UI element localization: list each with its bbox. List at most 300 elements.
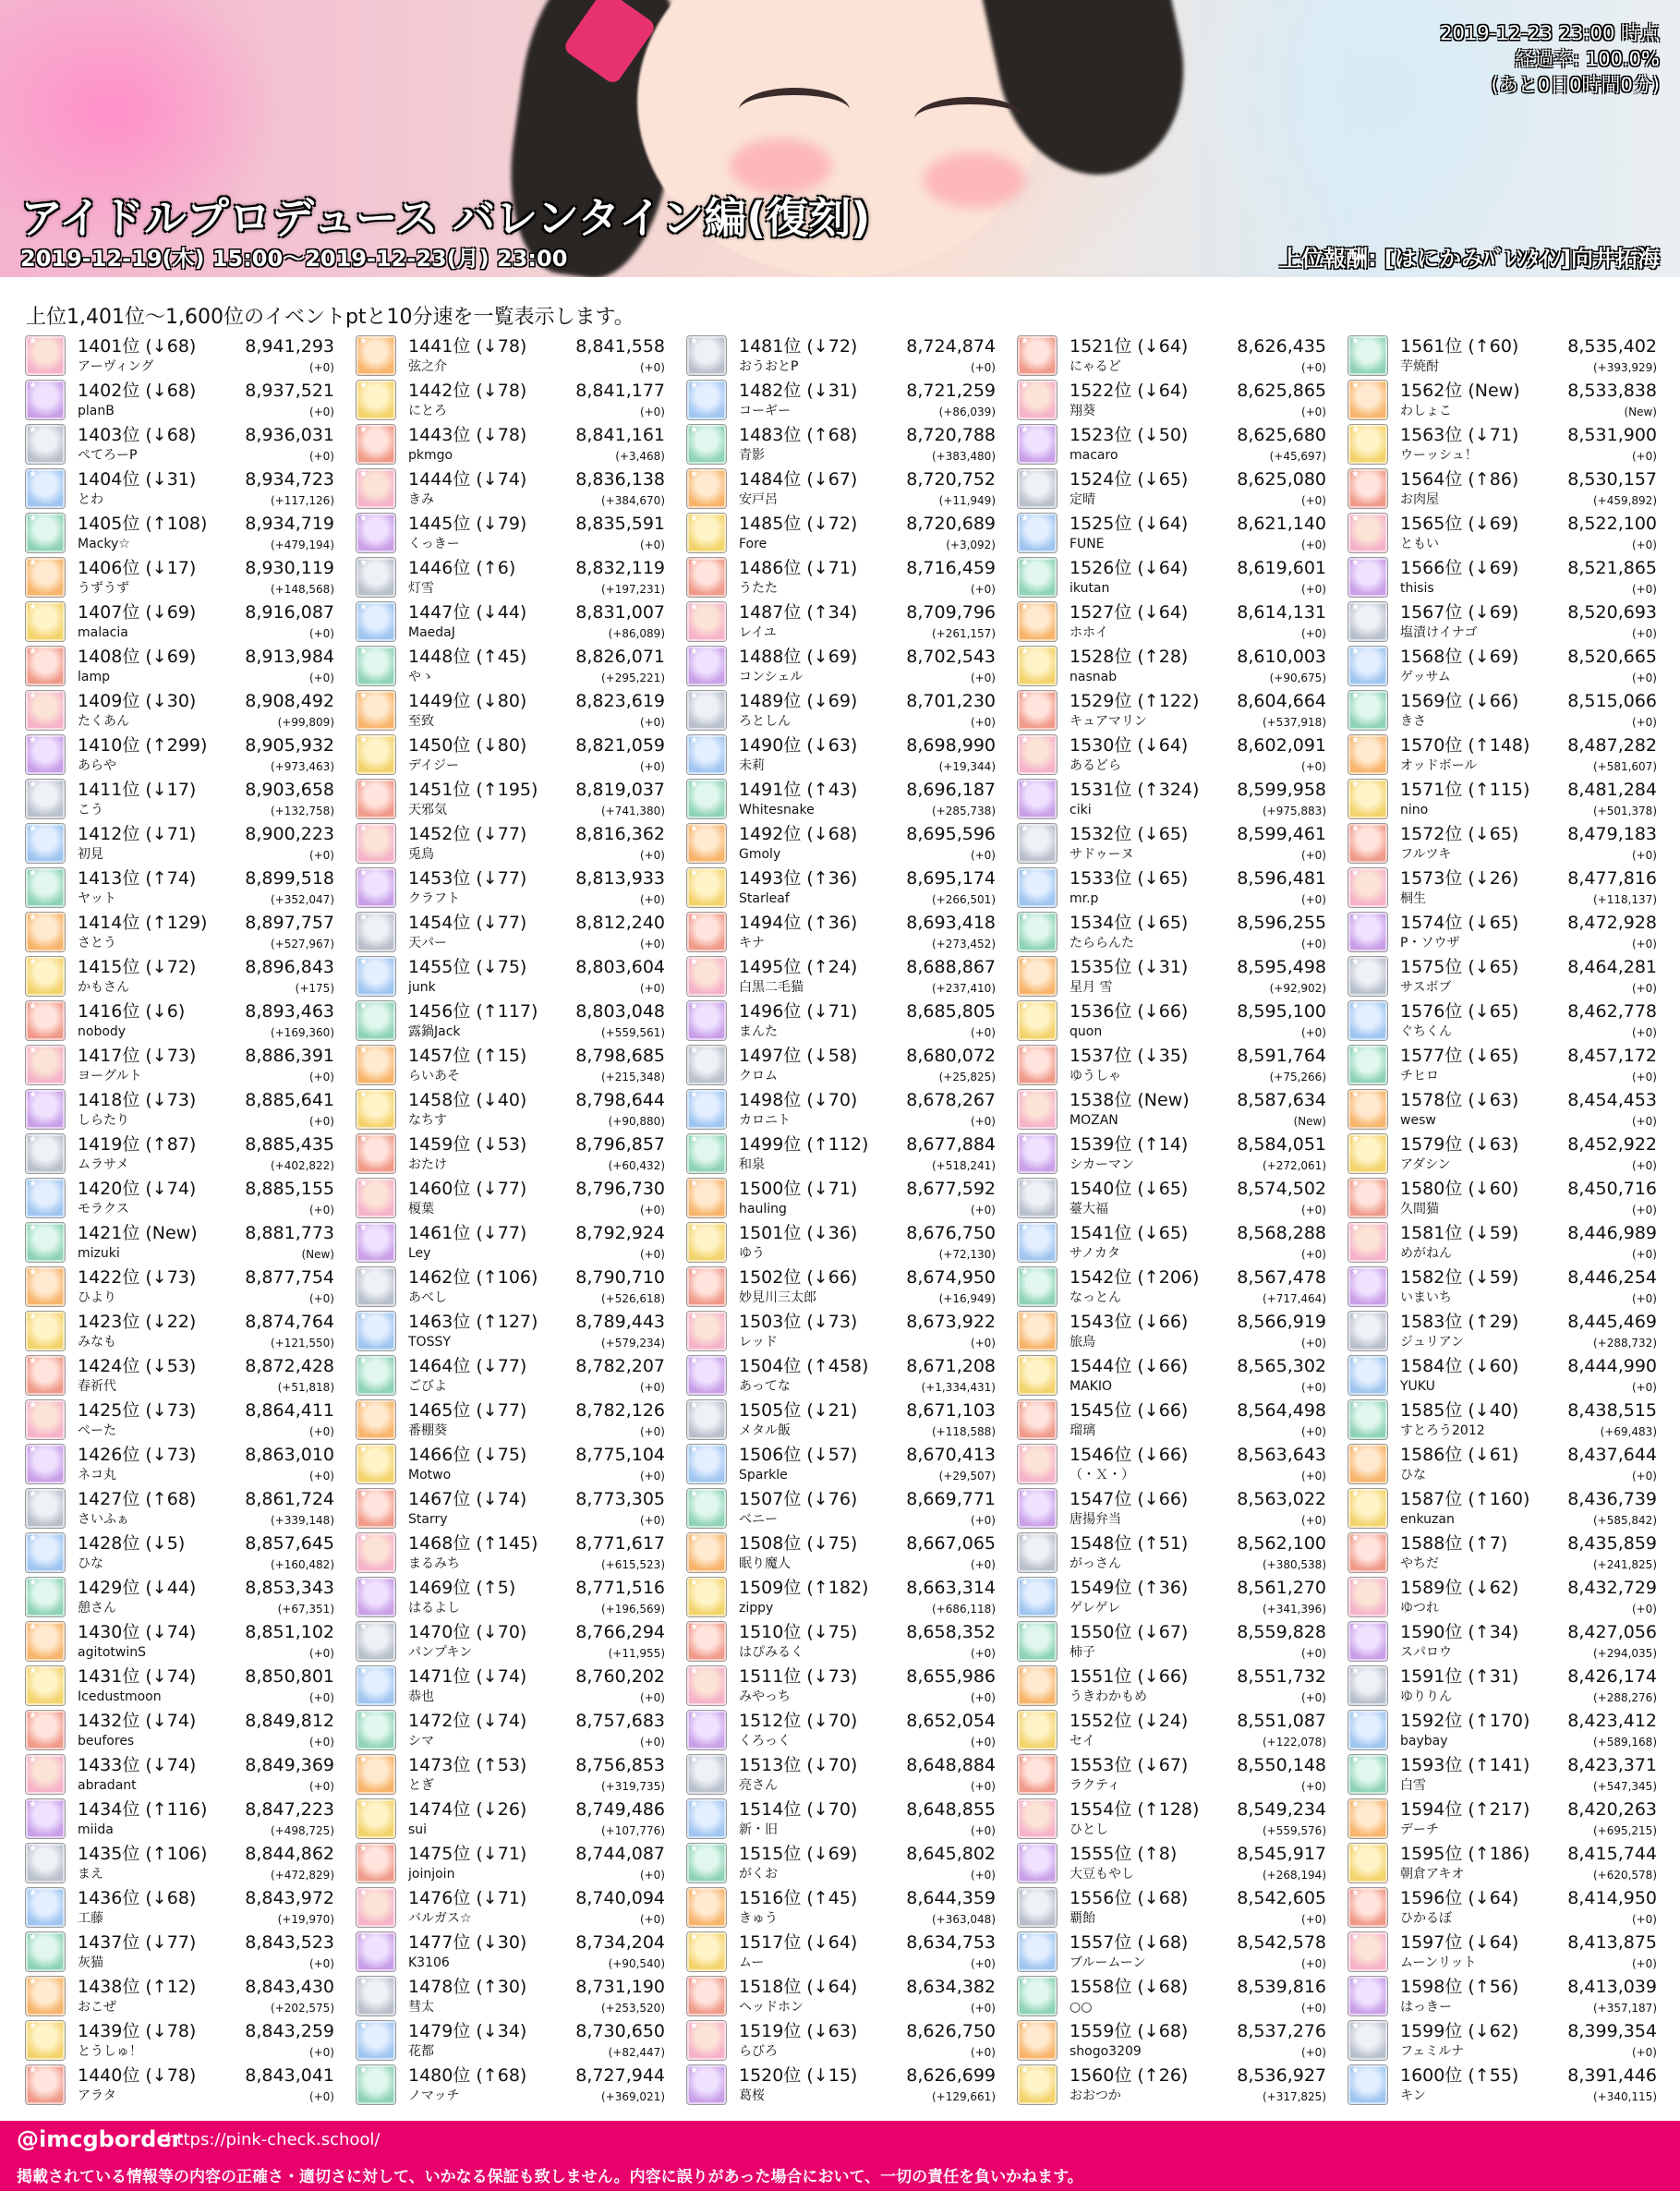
rarity-star-icon: ★	[1351, 1578, 1360, 1588]
idol-avatar-icon	[687, 913, 726, 951]
producer-name: まえ	[78, 1867, 103, 1882]
producer-name: pkmgo	[408, 448, 453, 463]
rank-label: 1426位 (↓73)	[78, 1445, 197, 1465]
rarity-star-icon: ★	[359, 1001, 368, 1011]
event-points: 8,841,161	[575, 425, 665, 445]
rarity-star-icon: ★	[359, 1622, 368, 1632]
rank-label: 1571位 (↑115)	[1400, 780, 1530, 800]
rank-label: 1475位 (↓71)	[408, 1844, 527, 1864]
event-points: 8,477,816	[1567, 868, 1657, 889]
idol-avatar-icon	[26, 381, 65, 419]
event-points: 8,436,739	[1567, 1489, 1657, 1509]
ranking-entry	[685, 1886, 997, 1931]
ten-minute-speed: (+0)	[1300, 1204, 1326, 1217]
rank-label: 1501位 (↓36)	[739, 1223, 858, 1243]
producer-name: サドゥーヌ	[1070, 847, 1134, 862]
ten-minute-speed: (+241,825)	[1592, 1558, 1657, 1571]
ranking-entry	[1347, 999, 1659, 1044]
rarity-star-icon: ★	[359, 957, 368, 967]
rank-label: 1531位 (↑324)	[1070, 780, 1200, 800]
rank-label: 1554位 (↑128)	[1070, 1799, 1200, 1820]
ranking-entry	[1016, 1664, 1328, 1709]
event-points: 8,853,343	[245, 1578, 334, 1598]
idol-avatar-icon	[1348, 1932, 1387, 1971]
idol-avatar-icon	[1018, 1356, 1057, 1395]
ranking-entry	[1347, 1531, 1659, 1576]
event-points: 8,881,773	[245, 1223, 334, 1243]
eye-right-icon	[914, 97, 1025, 141]
producer-name: やゝ	[408, 670, 434, 684]
producer-name: 彗太	[408, 2000, 434, 2015]
event-points: 8,610,003	[1237, 647, 1326, 667]
ten-minute-speed: (+90,675)	[1269, 672, 1326, 684]
idol-avatar-icon	[1018, 1312, 1057, 1350]
producer-name: MOZAN	[1070, 1113, 1118, 1128]
rarity-star-icon: ★	[1351, 780, 1360, 790]
idol-avatar-icon	[1018, 1578, 1057, 1616]
ten-minute-speed: (+620,578)	[1592, 1869, 1657, 1882]
event-period: 2019-12-19(木) 15:00～2019-12-23(月) 23:00	[20, 246, 568, 272]
event-points: 8,634,382	[906, 1977, 996, 1997]
ten-minute-speed: (+19,344)	[938, 760, 996, 773]
producer-name: おこぜ	[78, 2000, 116, 2015]
producer-name: ヤット	[78, 891, 116, 906]
rarity-star-icon: ★	[1351, 1489, 1360, 1499]
rarity-star-icon: ★	[29, 602, 37, 612]
ranking-entry	[1347, 600, 1659, 645]
producer-name: 憩さん	[78, 1601, 116, 1616]
ranking-entry	[24, 1620, 336, 1664]
ranking-entry	[24, 1664, 336, 1709]
producer-name: 覇飴	[1070, 1911, 1095, 1926]
ranking-entry	[685, 1044, 997, 1088]
ranking-entry	[1016, 334, 1328, 379]
idol-avatar-icon	[1348, 1533, 1387, 1572]
idol-avatar-icon	[687, 1799, 726, 1838]
rarity-star-icon: ★	[359, 1844, 368, 1854]
idol-avatar-icon	[687, 336, 726, 375]
rarity-star-icon: ★	[1351, 336, 1360, 346]
idol-avatar-icon	[1348, 336, 1387, 375]
producer-name: 大豆もやし	[1070, 1867, 1134, 1882]
idol-avatar-icon	[357, 868, 395, 907]
event-points: 8,905,932	[245, 735, 334, 756]
ten-minute-speed: (+384,670)	[600, 494, 665, 507]
event-points: 8,648,884	[906, 1755, 996, 1775]
rarity-star-icon: ★	[1351, 1844, 1360, 1854]
ranking-entry	[24, 1753, 336, 1798]
rarity-star-icon: ★	[359, 1666, 368, 1677]
rank-label: 1406位 (↓17)	[78, 558, 197, 578]
rank-label: 1483位 (↑68)	[739, 425, 858, 445]
idol-avatar-icon	[1018, 2065, 1057, 2104]
ten-minute-speed: (+132,758)	[270, 805, 334, 817]
rarity-star-icon: ★	[690, 1578, 698, 1588]
idol-avatar-icon	[26, 1445, 65, 1483]
rank-label: 1447位 (↓44)	[408, 602, 527, 623]
idol-avatar-icon	[687, 1533, 726, 1572]
ten-minute-speed: (+0)	[970, 1647, 996, 1660]
ten-minute-speed: (+60,432)	[608, 1159, 665, 1172]
ten-minute-speed: (+0)	[970, 2002, 996, 2015]
ranking-entry	[355, 2064, 667, 2108]
ten-minute-speed: (+472,829)	[270, 1869, 334, 1882]
rank-label: 1417位 (↓73)	[78, 1046, 197, 1066]
ten-minute-speed: (+117,126)	[270, 494, 334, 507]
ten-minute-speed: (+0)	[1300, 1425, 1326, 1438]
event-points: 8,782,126	[575, 1400, 665, 1421]
event-points: 8,740,094	[575, 1888, 665, 1908]
rarity-star-icon: ★	[359, 1578, 368, 1588]
producer-name: パンプキン	[408, 1645, 473, 1660]
rank-label: 1464位 (↓77)	[408, 1356, 527, 1376]
event-points: 8,863,010	[245, 1445, 334, 1465]
event-points: 8,444,990	[1567, 1356, 1657, 1376]
rank-label: 1413位 (↑74)	[78, 868, 197, 889]
rank-label: 1498位 (↓70)	[739, 1090, 858, 1110]
ranking-entry	[685, 822, 997, 866]
ten-minute-speed: (+0)	[639, 1691, 665, 1704]
ranking-entry	[355, 1576, 667, 1620]
producer-name: かもさん	[78, 980, 129, 995]
event-points: 8,850,801	[245, 1666, 334, 1687]
idol-avatar-icon	[1018, 1445, 1057, 1483]
producer-name: らいあそ	[408, 1069, 460, 1083]
idol-avatar-icon	[26, 1400, 65, 1439]
rarity-star-icon: ★	[690, 336, 698, 346]
idol-avatar-icon	[687, 780, 726, 818]
producer-name: ヨーグルト	[78, 1069, 142, 1083]
rarity-star-icon: ★	[690, 1267, 698, 1277]
producer-name: 安戸呂	[739, 492, 778, 507]
idol-avatar-icon	[1018, 1799, 1057, 1838]
ten-minute-speed: (+82,447)	[608, 2046, 665, 2059]
idol-avatar-icon	[687, 1445, 726, 1483]
rank-label: 1440位 (↓78)	[78, 2065, 197, 2086]
rarity-star-icon: ★	[29, 381, 37, 391]
event-points: 8,542,605	[1237, 1888, 1326, 1908]
rank-label: 1454位 (↓77)	[408, 913, 527, 933]
idol-avatar-icon	[1018, 1090, 1057, 1129]
producer-name: モラクス	[78, 1202, 129, 1217]
producer-name: ぐちくん	[1400, 1024, 1452, 1039]
producer-name: みやっち	[739, 1689, 791, 1704]
rank-label: 1459位 (↓53)	[408, 1134, 527, 1155]
rarity-star-icon: ★	[1021, 558, 1029, 568]
rarity-star-icon: ★	[359, 514, 368, 524]
rank-label: 1534位 (↓65)	[1070, 913, 1189, 933]
idol-avatar-icon	[1018, 957, 1057, 996]
producer-name: スパロウ	[1400, 1645, 1452, 1660]
producer-name: ホホイ	[1070, 625, 1108, 640]
event-points: 8,564,498	[1237, 1400, 1326, 1421]
rank-label: 1430位 (↓74)	[78, 1622, 197, 1642]
rarity-star-icon: ★	[1021, 1400, 1029, 1410]
rarity-star-icon: ★	[690, 2021, 698, 2031]
rarity-star-icon: ★	[1021, 1179, 1029, 1189]
rank-label: 1424位 (↓53)	[78, 1356, 197, 1376]
rarity-star-icon: ★	[1021, 1888, 1029, 1898]
rarity-star-icon: ★	[690, 1533, 698, 1543]
rarity-star-icon: ★	[1351, 1711, 1360, 1721]
rank-label: 1470位 (↓70)	[408, 1622, 527, 1642]
idol-avatar-icon	[687, 1489, 726, 1528]
event-points: 8,677,884	[906, 1134, 996, 1155]
idol-avatar-icon	[357, 1578, 395, 1616]
rarity-star-icon: ★	[29, 868, 37, 878]
rank-label: 1474位 (↓26)	[408, 1799, 527, 1820]
ranking-entry	[355, 1088, 667, 1132]
idol-avatar-icon	[26, 1711, 65, 1749]
rarity-star-icon: ★	[359, 1489, 368, 1499]
event-points: 8,450,716	[1567, 1179, 1657, 1199]
producer-name: オッドボール	[1400, 758, 1478, 773]
event-points: 8,941,293	[245, 336, 334, 357]
site-link[interactable]: https://pink-check.school/	[166, 2130, 381, 2149]
event-points: 8,462,778	[1567, 1001, 1657, 1022]
ten-minute-speed: (+0)	[970, 1115, 996, 1128]
event-points: 8,645,802	[906, 1844, 996, 1864]
rarity-star-icon: ★	[690, 1755, 698, 1765]
ranking-entry	[24, 1842, 336, 1886]
idol-avatar-icon	[687, 1622, 726, 1661]
producer-name: きみ	[408, 492, 434, 507]
rank-label: 1572位 (↓65)	[1400, 824, 1519, 844]
ranking-entry	[355, 911, 667, 955]
rarity-star-icon: ★	[1351, 1046, 1360, 1056]
ranking-entry	[355, 999, 667, 1044]
producer-name: ciki	[1070, 803, 1092, 817]
idol-avatar-icon	[357, 1799, 395, 1838]
event-points: 8,562,100	[1237, 1533, 1326, 1554]
ranking-entry	[685, 1132, 997, 1177]
idol-avatar-icon	[26, 1356, 65, 1395]
ten-minute-speed: (+0)	[1631, 716, 1657, 729]
idol-avatar-icon	[1018, 1666, 1057, 1705]
ten-minute-speed: (+0)	[308, 672, 334, 684]
producer-name: おうおとP	[739, 359, 799, 374]
ten-minute-speed: (+0)	[1300, 539, 1326, 551]
rank-label: 1436位 (↓68)	[78, 1888, 197, 1908]
ranking-entry	[1347, 1886, 1659, 1931]
rarity-star-icon: ★	[359, 1977, 368, 1987]
ranking-entry	[1347, 866, 1659, 911]
rarity-star-icon: ★	[690, 1134, 698, 1144]
event-points: 8,812,240	[575, 913, 665, 933]
ranking-entry	[24, 1531, 336, 1576]
event-points: 8,599,461	[1237, 824, 1326, 844]
ranking-entry	[24, 467, 336, 512]
ten-minute-speed: (+0)	[1631, 1470, 1657, 1483]
ten-minute-speed: (+0)	[1631, 1204, 1657, 1217]
rank-label: 1556位 (↓68)	[1070, 1888, 1189, 1908]
rank-label: 1591位 (↑31)	[1400, 1666, 1519, 1687]
ranking-entry	[1016, 1487, 1328, 1531]
idol-avatar-icon	[1348, 1977, 1387, 2015]
event-points: 8,835,591	[575, 514, 665, 534]
producer-name: Whitesnake	[739, 803, 815, 817]
ten-minute-speed: (+537,918)	[1262, 716, 1326, 729]
rarity-star-icon: ★	[359, 602, 368, 612]
rarity-star-icon: ★	[1021, 425, 1029, 435]
idol-avatar-icon	[1348, 647, 1387, 685]
producer-name: FUNE	[1070, 537, 1105, 551]
account-handle[interactable]: @imcgborder	[17, 2126, 183, 2152]
ranking-entry	[685, 1265, 997, 1310]
ranking-entry	[355, 1842, 667, 1886]
ten-minute-speed: (+0)	[639, 1869, 665, 1882]
rank-label: 1478位 (↑30)	[408, 1977, 527, 1997]
producer-name: ぺーた	[78, 1423, 116, 1438]
producer-name: 弦之介	[408, 359, 447, 374]
ten-minute-speed: (+0)	[1300, 760, 1326, 773]
ten-minute-speed: (+0)	[1300, 1691, 1326, 1704]
event-points: 8,823,619	[575, 691, 665, 711]
idol-avatar-icon	[687, 2065, 726, 2104]
ranking-entry	[355, 512, 667, 556]
ranking-entry	[1016, 512, 1328, 556]
rarity-star-icon: ★	[29, 647, 37, 657]
idol-avatar-icon	[1018, 1267, 1057, 1306]
ten-minute-speed: (+285,738)	[931, 805, 996, 817]
producer-name: あってな	[739, 1379, 791, 1394]
ranking-entry	[1016, 778, 1328, 822]
ten-minute-speed: (+0)	[308, 1470, 334, 1483]
ranking-entry	[685, 1531, 997, 1576]
ranking-column	[685, 334, 997, 2108]
idol-avatar-icon	[26, 1223, 65, 1262]
event-points: 8,561,270	[1237, 1578, 1326, 1598]
rarity-star-icon: ★	[1021, 647, 1029, 657]
ten-minute-speed: (+0)	[1300, 1957, 1326, 1970]
ranking-entry	[1347, 645, 1659, 689]
rank-label: 1548位 (↑51)	[1070, 1533, 1189, 1554]
rarity-star-icon: ★	[359, 824, 368, 834]
producer-name: 薹大福	[1070, 1202, 1108, 1217]
ranking-entry	[1347, 689, 1659, 733]
rank-label: 1530位 (↓64)	[1070, 735, 1189, 756]
ten-minute-speed: (+129,661)	[931, 2090, 996, 2103]
producer-name: デーチ	[1400, 1822, 1439, 1837]
ten-minute-speed: (+0)	[1300, 1248, 1326, 1261]
rarity-star-icon: ★	[29, 2021, 37, 2031]
ranking-entry	[1347, 1931, 1659, 1975]
rank-label: 1456位 (↑117)	[408, 1001, 538, 1022]
ranking-entry	[1347, 1842, 1659, 1886]
idol-avatar-icon	[687, 1888, 726, 1927]
ranking-entry	[355, 467, 667, 512]
rarity-star-icon: ★	[1351, 1223, 1360, 1233]
event-points: 8,813,933	[575, 868, 665, 889]
idol-avatar-icon	[26, 1888, 65, 1927]
ten-minute-speed: (+357,187)	[1592, 2002, 1657, 2015]
rarity-star-icon: ★	[29, 1445, 37, 1455]
rank-label: 1541位 (↓65)	[1070, 1223, 1189, 1243]
idol-avatar-icon	[357, 2065, 395, 2104]
rarity-star-icon: ★	[29, 425, 37, 435]
idol-avatar-icon	[1018, 780, 1057, 818]
ranking-entry	[1347, 2064, 1659, 2108]
rank-label: 1579位 (↓63)	[1400, 1134, 1519, 1155]
rank-label: 1463位 (↑127)	[408, 1312, 538, 1332]
ranking-entry	[685, 2019, 997, 2064]
idol-avatar-icon	[26, 1755, 65, 1794]
rank-label: 1549位 (↑36)	[1070, 1578, 1189, 1598]
idol-avatar-icon	[687, 2021, 726, 2060]
event-points: 8,520,665	[1567, 647, 1657, 667]
rarity-star-icon: ★	[690, 602, 698, 612]
ten-minute-speed: (+0)	[1300, 1381, 1326, 1394]
ten-minute-speed: (+0)	[1631, 672, 1657, 684]
producer-name: ikutan	[1070, 581, 1110, 596]
rank-label: 1515位 (↓69)	[739, 1844, 858, 1864]
ten-minute-speed: (+160,482)	[270, 1558, 334, 1571]
rarity-star-icon: ★	[29, 691, 37, 701]
top-reward: 上位報酬: [はにかみﾊﾞﾚﾝﾀｲﾝ]向井拓海	[1279, 246, 1660, 272]
ranking-entry	[685, 1842, 997, 1886]
rarity-star-icon: ★	[359, 1134, 368, 1144]
rank-label: 1422位 (↓73)	[78, 1267, 197, 1288]
rank-label: 1518位 (↓64)	[739, 1977, 858, 1997]
producer-name: ひな	[78, 1556, 103, 1571]
ten-minute-speed: (+69,483)	[1600, 1425, 1657, 1438]
rarity-star-icon: ★	[29, 957, 37, 967]
idol-avatar-icon	[687, 1400, 726, 1439]
ranking-entry	[1016, 1221, 1328, 1265]
ten-minute-speed: (+402,822)	[270, 1159, 334, 1172]
producer-name: キン	[1400, 2088, 1426, 2103]
ranking-entry	[1347, 423, 1659, 467]
ten-minute-speed: (+0)	[970, 1780, 996, 1793]
ten-minute-speed: (+686,118)	[931, 1603, 996, 1616]
producer-name: こう	[78, 803, 103, 817]
ten-minute-speed: (+0)	[308, 1780, 334, 1793]
producer-name: K3106	[408, 1955, 450, 1970]
producer-name: 妙見川三太郎	[739, 1290, 816, 1305]
rarity-star-icon: ★	[29, 1046, 37, 1056]
rarity-star-icon: ★	[359, 1932, 368, 1943]
ten-minute-speed: (+0)	[1631, 627, 1657, 640]
rarity-star-icon: ★	[1021, 1666, 1029, 1677]
producer-name: 眠り魔人	[739, 1556, 791, 1571]
rank-label: 1533位 (↓65)	[1070, 868, 1189, 889]
rarity-star-icon: ★	[1021, 1977, 1029, 1987]
event-points: 8,521,865	[1567, 558, 1657, 578]
rarity-star-icon: ★	[1021, 1578, 1029, 1588]
event-points: 8,851,102	[245, 1622, 334, 1642]
ten-minute-speed: (+175)	[295, 982, 334, 995]
event-points: 8,930,119	[245, 558, 334, 578]
idol-avatar-icon	[1348, 691, 1387, 730]
idol-avatar-icon	[1018, 602, 1057, 641]
event-points: 8,857,645	[245, 1533, 334, 1554]
ten-minute-speed: (+0)	[639, 1913, 665, 1926]
ranking-entry	[355, 778, 667, 822]
ranking-entry	[355, 1132, 667, 1177]
producer-name: カロニト	[739, 1113, 791, 1128]
remaining-time: (あと0日0時間0分)	[1491, 74, 1660, 96]
rarity-star-icon: ★	[1021, 1932, 1029, 1943]
rarity-star-icon: ★	[690, 735, 698, 745]
event-points: 8,937,521	[245, 381, 334, 401]
producer-name: アラタ	[78, 2088, 116, 2103]
ten-minute-speed: (+0)	[308, 2046, 334, 2059]
event-points: 8,695,596	[906, 824, 996, 844]
ten-minute-speed: (+118,137)	[1592, 893, 1657, 906]
rank-label: 1573位 (↓26)	[1400, 868, 1519, 889]
idol-avatar-icon	[1348, 1888, 1387, 1927]
rarity-star-icon: ★	[690, 1844, 698, 1854]
